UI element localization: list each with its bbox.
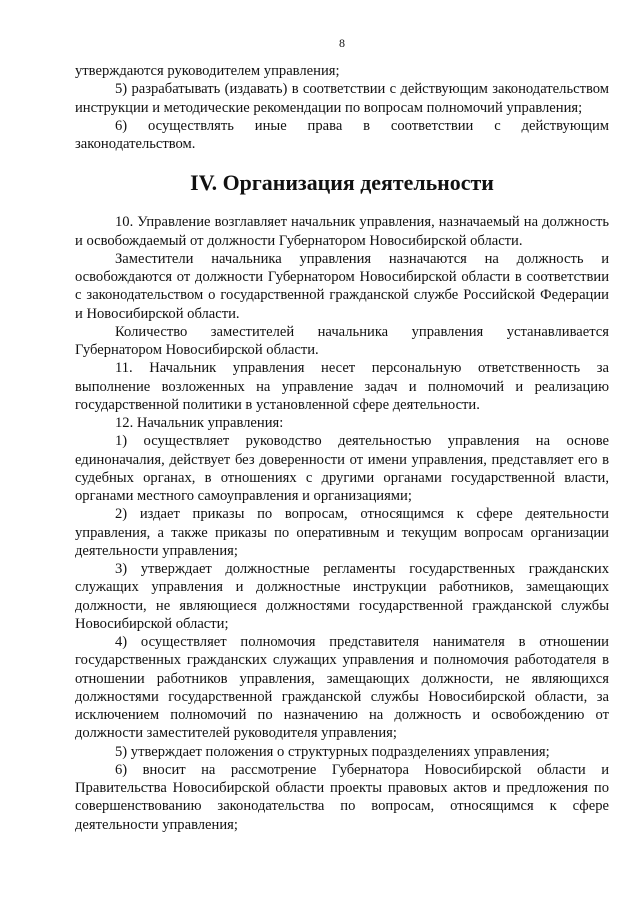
paragraph-clause-12-item-2: 2) издает приказы по вопросам, относящимся к сфере деятельности управления, а также приказы по оперативным и текущим вопросам организации деятельности управления;	[75, 506, 609, 559]
paragraph-clause-12-item-1: 1) осуществляет руководство деятельностью управления на основе единоначалия, действует без доверенности от имени управления, представляет его в судебных органах, в отношениях с другими органами государственной власти, органами местного самоуправления и организациями;	[75, 433, 609, 504]
paragraph-item-6: 6) осуществлять иные права в соответствии с действующим законодательством.	[75, 117, 609, 152]
paragraph-deputies-count: Количество заместителей начальника управления устанавливается Губернатором Новосибирской области.	[75, 323, 609, 358]
paragraph-deputies: Заместители начальника управления назначаются на должность и освобождаются от должности Губернатором Новосибирской области в соответствии с законодательством о государственной гражданской службе Российской Федерации и Новосибирской области.	[75, 250, 609, 322]
paragraph-clause-12: 12. Начальник управления:	[115, 415, 284, 431]
paragraph-clause-11: 11. Начальник управления несет персональную ответственность за выполнение возложенных на управление задач и полномочий и реализацию государственной политики в установленной сфере деятельности.	[75, 360, 609, 413]
page-number: 8	[339, 36, 345, 50]
paragraph-clause-12-item-5: 5) утверждает положения о структурных подразделениях управления;	[115, 743, 550, 760]
paragraph-item-5: 5) разрабатывать (издавать) в соответствии с действующим законодательством инструкции и методические рекомендации по вопросам полномочий управления;	[75, 81, 609, 116]
paragraph-continuation: утверждаются руководителем управления;	[75, 63, 340, 79]
document-page	[75, 36, 609, 834]
paragraphs-before-section	[75, 62, 609, 153]
paragraph-clause-12-item-4: 4) осуществляет полномочия представителя нанимателя в отношении государственных гражданских служащих управления и полномочия работодателя в отношении работников управления, замещающих должности, не являющихся должностями государственной гражданской службы Новосибирской области, за исключением полномочий по назначению на должность и освобождению от должности заместителей руководителя управления;	[75, 634, 609, 742]
section-heading: IV. Организация деятельности	[190, 170, 494, 196]
paragraph-clause-12-item-3: 3) утверждает должностные регламенты государственных гражданских служащих управления и должностные инструкции работников, замещающих должности, не являющиеся должностями государственной гражданской службы Новосибирской области;	[75, 561, 609, 632]
paragraph-clause-10: 10. Управление возглавляет начальник управления, назначаемый на должность и освобождаемый от должности Губернатором Новосибирской области.	[75, 214, 609, 249]
section-body	[75, 213, 609, 834]
paragraph-clause-12-item-6: 6) вносит на рассмотрение Губернатора Новосибирской области и Правительства Новосибирской области проекты правовых актов и предложения по совершенствованию законодательства по вопросам, относящимся к сфере деятельности управления;	[75, 761, 609, 833]
